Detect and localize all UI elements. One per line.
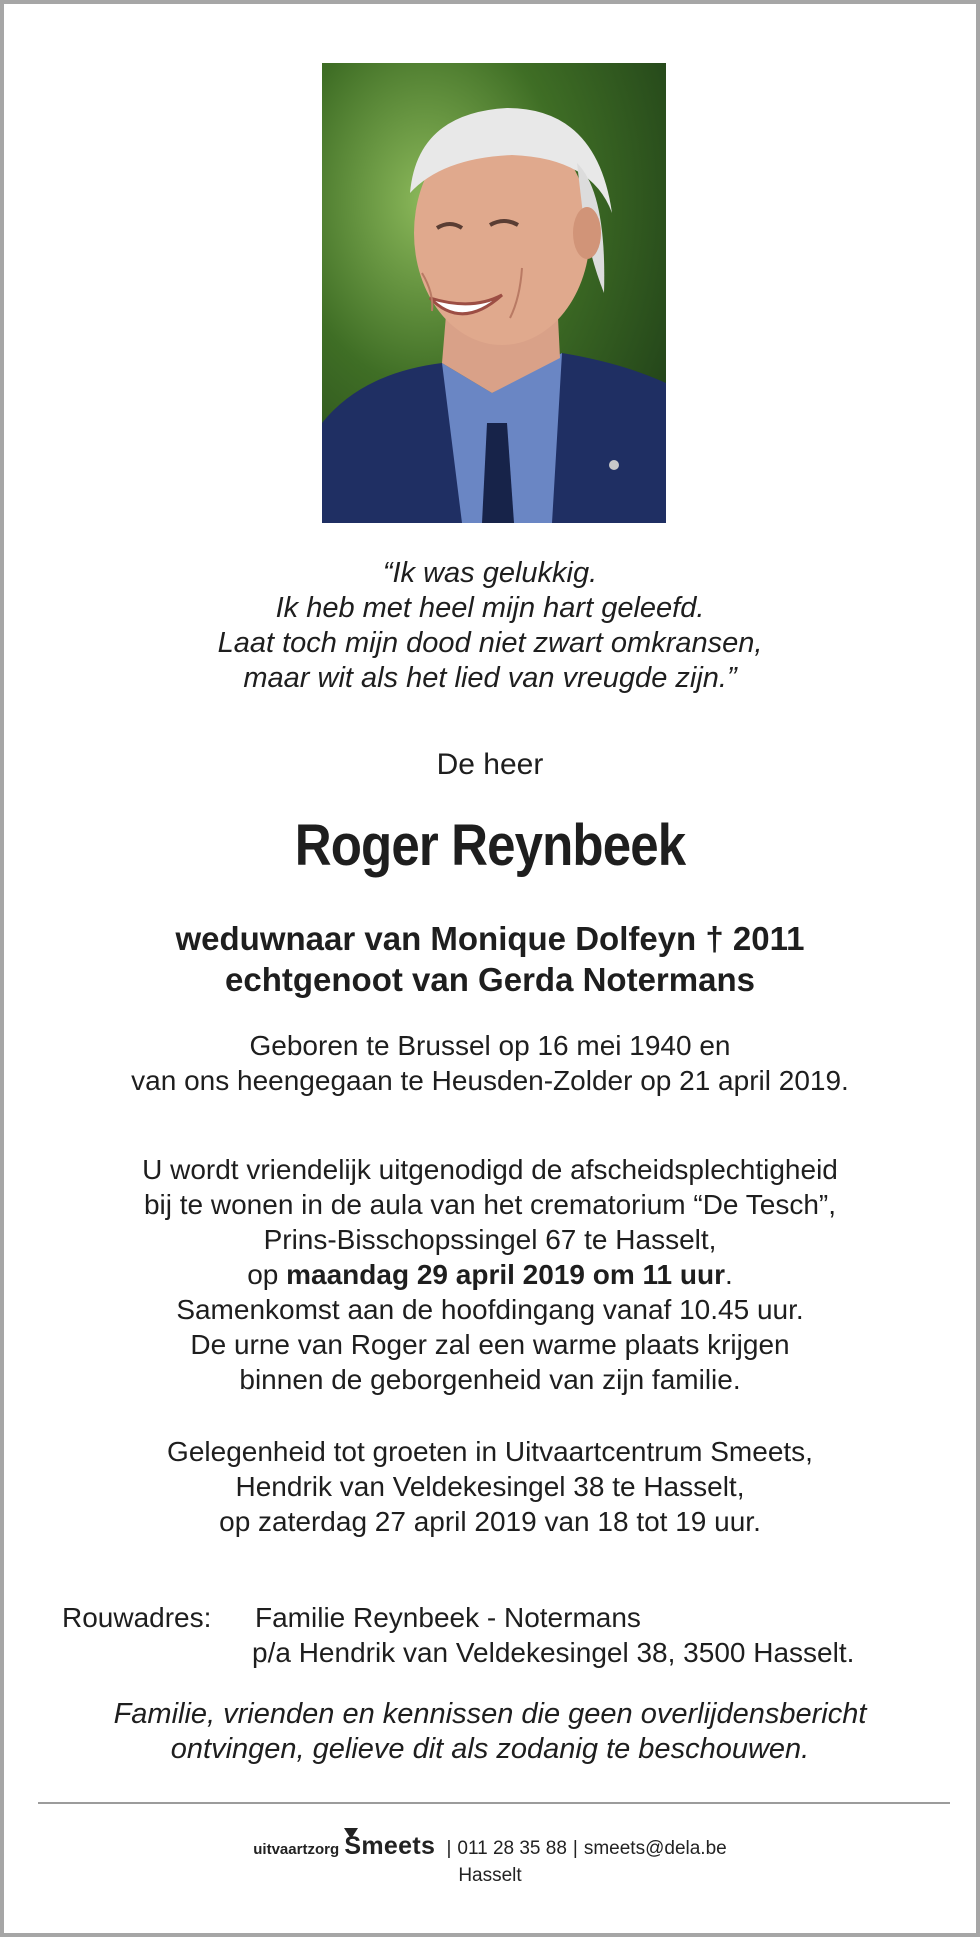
deceased-name: Roger Reynbeek bbox=[294, 813, 686, 878]
quote-line: maar wit als het lied van vreugde zijn.” bbox=[243, 662, 737, 694]
address-line-2: p/a Hendrik van Veldekesingel 38, 3500 Hasselt. bbox=[252, 1637, 855, 1668]
salutation: De heer bbox=[436, 748, 544, 781]
quote-line: Ik heb met heel mijn hart geleefd. bbox=[275, 592, 705, 624]
greetings-line: op zaterdag 27 april 2019 van 18 tot 19 uur. bbox=[219, 1506, 761, 1537]
portrait-image bbox=[322, 63, 666, 523]
logo-brand: Smeets bbox=[344, 1832, 436, 1860]
ceremony-line: Prins-Bisschopssingel 67 te Hasselt, bbox=[263, 1224, 717, 1255]
ceremony-line: Samenkomst aan de hoofdingang vanaf 10.45 uur. bbox=[176, 1294, 804, 1325]
mourning-address bbox=[62, 1600, 854, 1670]
greetings-line: Hendrik van Veldekesingel 38 te Hasselt, bbox=[235, 1471, 745, 1502]
footer-separator: | bbox=[572, 1838, 578, 1859]
ceremony-date-line bbox=[4, 1257, 976, 1292]
footer bbox=[4, 1832, 976, 1887]
closing-notice bbox=[4, 1697, 976, 1767]
funeral-home-logo bbox=[253, 1832, 435, 1861]
logo-triangle-icon bbox=[344, 1828, 358, 1839]
ceremony-line: De urne van Roger zal een warme plaats krijgen bbox=[190, 1329, 790, 1360]
divider bbox=[38, 1802, 950, 1804]
info-line: Geboren te Brussel op 16 mei 1940 en bbox=[249, 1030, 731, 1061]
greetings-info bbox=[4, 1434, 976, 1539]
birth-death-info bbox=[4, 1028, 976, 1098]
address-line-1: Familie Reynbeek - Notermans bbox=[255, 1602, 641, 1633]
date-prefix: op bbox=[247, 1259, 287, 1290]
footer-phone: 011 28 35 88 bbox=[457, 1838, 567, 1859]
logo-prefix: uitvaartzorg bbox=[253, 1841, 340, 1858]
info-line: van ons heengegaan te Heusden-Zolder op 21 april 2019. bbox=[131, 1065, 849, 1096]
relations bbox=[4, 918, 976, 1000]
notice-line: Familie, vrienden en kennissen die geen overlijdensbericht bbox=[113, 1698, 867, 1730]
relation-line: weduwnaar van Monique Dolfeyn † 2011 bbox=[175, 920, 805, 957]
ceremony-date: maandag 29 april 2019 om 11 uur bbox=[286, 1259, 726, 1290]
ceremony-line: U wordt vriendelijk uitgenodigd de afscheidsplechtigheid bbox=[142, 1154, 838, 1185]
date-suffix: . bbox=[725, 1259, 733, 1290]
greetings-line: Gelegenheid tot groeten in Uitvaartcentrum Smeets, bbox=[167, 1436, 813, 1467]
portrait-photo bbox=[322, 63, 666, 523]
poem-quote bbox=[4, 556, 976, 696]
quote-line: Laat toch mijn dood niet zwart omkransen, bbox=[217, 627, 763, 659]
relation-line: echtgenoot van Gerda Notermans bbox=[225, 961, 755, 998]
ceremony-line: bij te wonen in de aula van het crematorium “De Tesch”, bbox=[143, 1189, 837, 1220]
address-label: Rouwadres: bbox=[62, 1602, 212, 1633]
ceremony-line: binnen de geborgenheid van zijn familie. bbox=[239, 1364, 741, 1395]
footer-city: Hasselt bbox=[458, 1865, 522, 1886]
footer-email: smeets@dela.be bbox=[583, 1838, 727, 1859]
quote-line: “Ik was gelukkig. bbox=[382, 557, 598, 589]
notice-line: ontvingen, gelieve dit als zodanig te beschouwen. bbox=[170, 1733, 810, 1765]
footer-separator: | bbox=[446, 1838, 452, 1859]
ceremony-info bbox=[4, 1152, 976, 1397]
